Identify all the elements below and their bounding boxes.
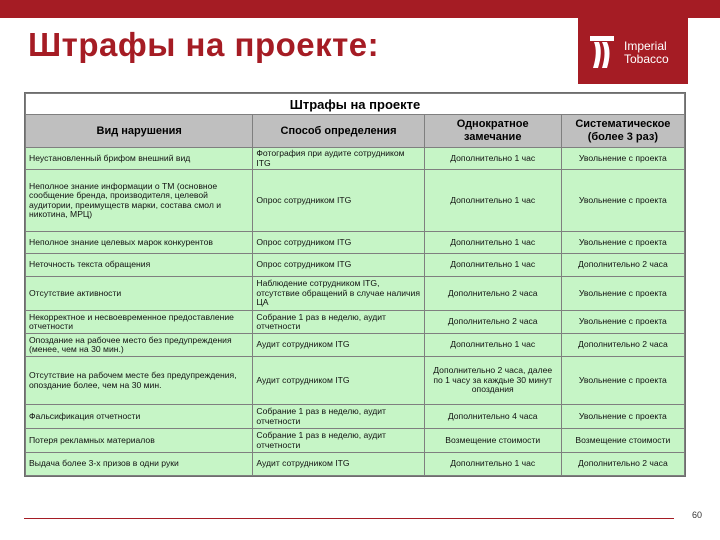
column-header-violation: Вид нарушения [26, 115, 253, 148]
table-caption: Штрафы на проекте [26, 94, 685, 115]
cell-detection: Собрание 1 раз в неделю, аудит отчетности [253, 429, 424, 453]
cell-systematic: Увольнение с проекта [561, 277, 684, 311]
cell-violation: Выдача более 3-х призов в одни руки [26, 453, 253, 476]
logo-line-1: Imperial [624, 39, 667, 53]
slide-title: Штрафы на проекте: [28, 26, 380, 63]
cell-systematic: Увольнение с проекта [561, 148, 684, 170]
cell-detection: Собрание 1 раз в неделю, аудит отчетности [253, 311, 424, 334]
column-header-systematic: Систематическое (более 3 раз) [561, 115, 684, 148]
cell-violation: Неполное знание информации о ТМ (основное сообщение бренда, производителя, целевой аудитории, преимуществ марки, состава смол и никотина, МРЦ) [26, 170, 253, 232]
logo-wordmark [624, 40, 669, 66]
cell-single: Дополнительно 1 час [424, 453, 561, 476]
cell-single: Дополнительно 1 час [424, 254, 561, 277]
cell-violation: Отсутствие активности [26, 277, 253, 311]
cell-violation: Неустановленный брифом внешний вид [26, 148, 253, 170]
cell-detection: Аудит сотрудником ITG [253, 453, 424, 476]
table-row [26, 453, 685, 476]
cell-detection: Опрос сотрудником ITG [253, 170, 424, 232]
cell-detection: Аудит сотрудником ITG [253, 357, 424, 405]
column-header-single: Однократное замечание [424, 115, 561, 148]
logo-line-2: Tobacco [624, 52, 669, 66]
footer-divider [24, 518, 674, 519]
cell-detection: Фотография при аудите сотрудником ITG [253, 148, 424, 170]
cell-systematic: Дополнительно 2 часа [561, 334, 684, 357]
cell-single: Дополнительно 1 час [424, 170, 561, 232]
cell-systematic: Увольнение с проекта [561, 232, 684, 254]
table-row [26, 277, 685, 311]
top-accent-bar [0, 0, 720, 18]
imperial-tobacco-logo-icon [588, 32, 616, 72]
cell-violation: Неполное знание целевых марок конкурентов [26, 232, 253, 254]
cell-detection: Наблюдение сотрудником ITG, отсутствие обращений в случае наличия ЦА [253, 277, 424, 311]
cell-violation: Отсутствие на рабочем месте без предупреждения, опоздание более, чем на 30 мин. [26, 357, 253, 405]
table-row [26, 405, 685, 429]
cell-single: Дополнительно 2 часа [424, 311, 561, 334]
table-row [26, 357, 685, 405]
cell-violation: Опоздание на рабочее место без предупреждения (менее, чем на 30 мин.) [26, 334, 253, 357]
table-row [26, 170, 685, 232]
cell-systematic: Увольнение с проекта [561, 311, 684, 334]
cell-detection: Собрание 1 раз в неделю, аудит отчетности [253, 405, 424, 429]
cell-detection: Аудит сотрудником ITG [253, 334, 424, 357]
table-row [26, 148, 685, 170]
cell-systematic: Увольнение с проекта [561, 357, 684, 405]
table-row [26, 232, 685, 254]
table-row [26, 311, 685, 334]
cell-systematic: Возмещение стоимости [561, 429, 684, 453]
cell-systematic: Дополнительно 2 часа [561, 254, 684, 277]
cell-systematic: Дополнительно 2 часа [561, 453, 684, 476]
cell-systematic: Увольнение с проекта [561, 170, 684, 232]
penalties-table [25, 93, 685, 476]
penalties-table-container [24, 92, 686, 477]
cell-single: Дополнительно 2 часа [424, 277, 561, 311]
cell-violation: Некорректное и несвоевременное предоставление отчетности [26, 311, 253, 334]
cell-detection: Опрос сотрудником ITG [253, 254, 424, 277]
cell-single: Дополнительно 1 час [424, 232, 561, 254]
cell-detection: Опрос сотрудником ITG [253, 232, 424, 254]
table-row [26, 334, 685, 357]
cell-single: Дополнительно 4 часа [424, 405, 561, 429]
column-header-detection: Способ определения [253, 115, 424, 148]
cell-violation: Потеря рекламных материалов [26, 429, 253, 453]
cell-single: Дополнительно 1 час [424, 334, 561, 357]
table-row [26, 429, 685, 453]
company-logo [578, 18, 688, 84]
table-row [26, 254, 685, 277]
cell-single: Дополнительно 1 час [424, 148, 561, 170]
cell-single: Возмещение стоимости [424, 429, 561, 453]
cell-violation: Фальсификация отчетности [26, 405, 253, 429]
cell-single: Дополнительно 2 часа, далее по 1 часу за каждые 30 минут опоздания [424, 357, 561, 405]
page-number: 60 [692, 510, 703, 520]
cell-violation: Неточность текста обращения [26, 254, 253, 277]
cell-systematic: Увольнение с проекта [561, 405, 684, 429]
